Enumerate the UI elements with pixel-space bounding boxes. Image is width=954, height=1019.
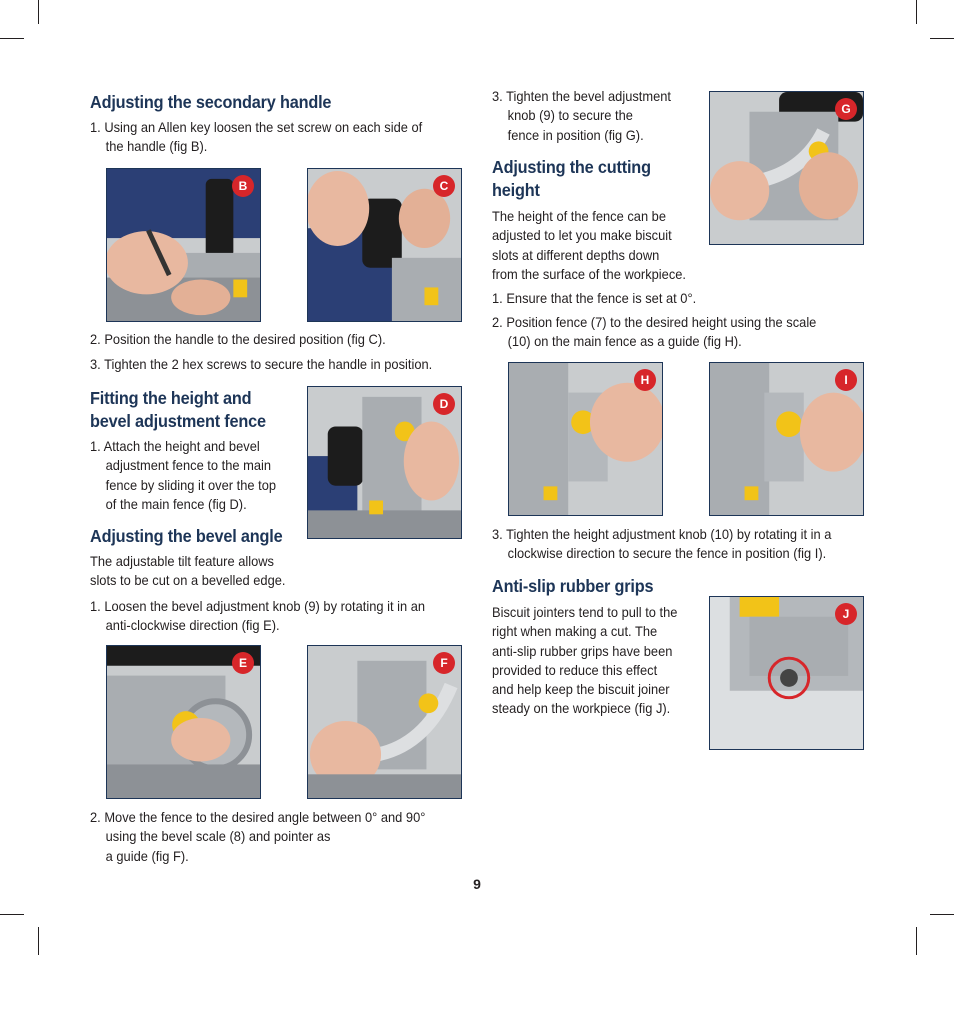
crop-mark bbox=[916, 927, 917, 955]
text-line: from the surface of the workpiece. bbox=[492, 265, 687, 282]
figure-f-photo bbox=[307, 645, 462, 799]
step-text bbox=[90, 808, 425, 866]
crop-mark bbox=[38, 927, 39, 955]
step-text bbox=[492, 525, 831, 564]
heading-line: height bbox=[492, 180, 540, 200]
text-line: 1. Loosen the bevel adjustment knob (9) by rotating it in an bbox=[90, 598, 426, 614]
figure-label-badge: E bbox=[232, 652, 254, 674]
text-line: knob (9) to secure the bbox=[507, 107, 633, 124]
text-line: steady on the workpiece (fig J). bbox=[492, 700, 671, 717]
figure-j-photo bbox=[709, 596, 864, 750]
text-line: Biscuit jointers tend to pull to the bbox=[492, 604, 678, 620]
step-text bbox=[90, 437, 276, 514]
text-line: 2. Move the fence to the desired angle between 0° and 90° bbox=[90, 809, 426, 825]
crop-mark bbox=[0, 38, 24, 39]
text-line: adjustment fence to the main bbox=[105, 457, 272, 474]
step-text bbox=[492, 87, 671, 145]
figure-i-photo bbox=[709, 362, 864, 516]
figure-label-badge: G bbox=[835, 98, 857, 120]
text-line: anti-slip rubber grips have been bbox=[492, 642, 673, 659]
text-line: a guide (fig F). bbox=[105, 847, 189, 864]
text-line: and help keep the biscuit joiner bbox=[492, 681, 670, 698]
figure-c-photo bbox=[307, 168, 462, 322]
crop-mark bbox=[930, 914, 954, 915]
section-heading-rubber-grips: Anti-slip rubber grips bbox=[492, 576, 654, 596]
heading-line: Adjusting the cutting bbox=[492, 157, 651, 177]
figure-label-badge: B bbox=[232, 175, 254, 197]
text-line: fence in position (fig G). bbox=[507, 126, 644, 143]
text-line: right when making a cut. The bbox=[492, 623, 658, 640]
text-line: The adjustable tilt feature allows bbox=[90, 553, 274, 569]
text-line: provided to reduce this effect bbox=[492, 661, 658, 678]
step-text: 2. Position the handle to the desired position (fig C). bbox=[90, 331, 386, 347]
text-line: (10) on the main fence as a guide (fig H). bbox=[507, 333, 742, 350]
crop-mark bbox=[930, 38, 954, 39]
figure-b-photo bbox=[106, 168, 261, 322]
step-text bbox=[90, 597, 425, 636]
crop-mark bbox=[916, 0, 917, 24]
step-text: 1. Ensure that the fence is set at 0°. bbox=[492, 290, 697, 306]
text-line: the handle (fig B). bbox=[105, 138, 208, 155]
text-line: clockwise direction to secure the fence in position (fig I). bbox=[507, 545, 827, 562]
crop-mark bbox=[38, 0, 39, 24]
text-line: slots at different depths down bbox=[492, 246, 660, 263]
figure-h-photo bbox=[508, 362, 663, 516]
heading-line: Fitting the height and bbox=[90, 388, 252, 408]
text-line: using the bevel scale (8) and pointer as bbox=[105, 828, 331, 845]
text-line: 1. Attach the height and bevel bbox=[90, 438, 260, 454]
figure-label-badge: C bbox=[433, 175, 455, 197]
text-line: slots to be cut on a bevelled edge. bbox=[90, 572, 286, 589]
text-line: 1. Using an Allen key loosen the set screw on each side of bbox=[90, 119, 423, 135]
figure-label-badge: D bbox=[433, 393, 455, 415]
figure-label-badge: H bbox=[634, 369, 656, 391]
text-line: adjusted to let you make biscuit bbox=[492, 227, 672, 244]
step-text: 3. Tighten the 2 hex screws to secure the handle in position. bbox=[90, 356, 433, 372]
text-line: fence by sliding it over the top bbox=[105, 476, 277, 493]
intro-text bbox=[492, 207, 686, 284]
step-text bbox=[492, 313, 816, 352]
text-line: The height of the fence can be bbox=[492, 208, 667, 224]
figure-label-badge: J bbox=[835, 603, 857, 625]
heading-line: bevel adjustment fence bbox=[90, 411, 266, 431]
figure-d-photo bbox=[307, 386, 462, 539]
intro-text bbox=[90, 552, 285, 591]
text-line: 3. Tighten the bevel adjustment bbox=[492, 88, 672, 104]
text-line: 2. Position fence (7) to the desired height using the scale bbox=[492, 314, 817, 330]
text-line: 3. Tighten the height adjustment knob (10) by rotating it in a bbox=[492, 526, 832, 542]
text-line: of the main fence (fig D). bbox=[105, 495, 247, 512]
section-heading-cutting-height bbox=[492, 156, 651, 202]
section-heading-secondary-handle: Adjusting the secondary handle bbox=[90, 92, 332, 112]
figure-e-photo bbox=[106, 645, 261, 799]
figure-label-badge: I bbox=[835, 369, 857, 391]
crop-mark bbox=[0, 914, 24, 915]
figure-g-photo bbox=[709, 91, 864, 245]
body-text bbox=[492, 603, 677, 719]
step-text bbox=[90, 118, 422, 157]
figure-label-badge: F bbox=[433, 652, 455, 674]
text-line: anti-clockwise direction (fig E). bbox=[105, 617, 280, 634]
section-heading-fitting-fence bbox=[90, 387, 266, 433]
page-number: 9 bbox=[473, 876, 481, 892]
section-heading-bevel-angle: Adjusting the bevel angle bbox=[90, 526, 283, 546]
